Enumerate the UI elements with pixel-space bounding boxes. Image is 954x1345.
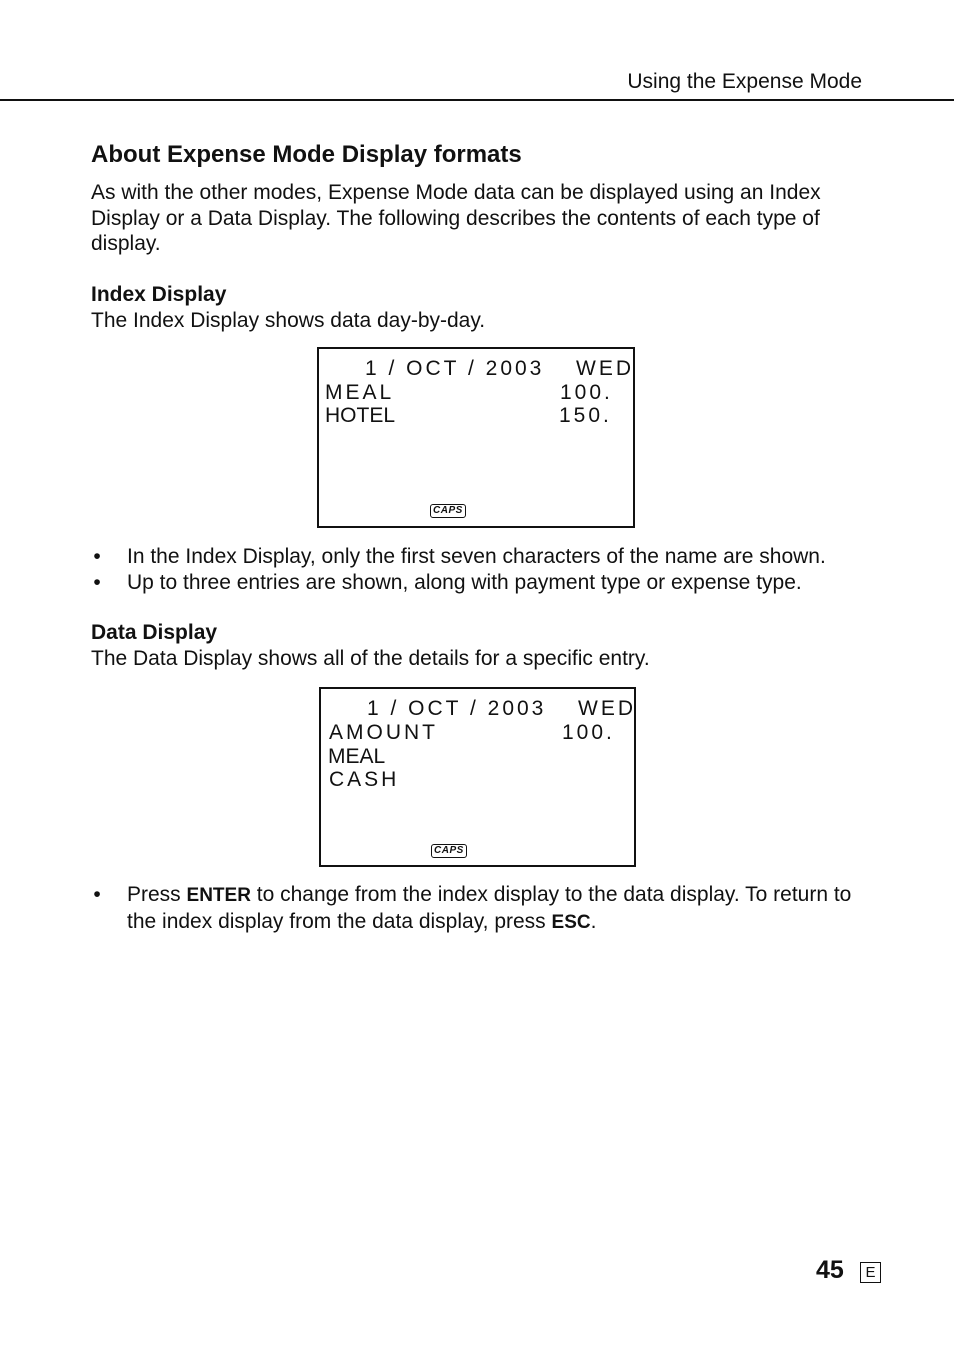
data-display-screen	[319, 687, 636, 867]
data-display-notes	[91, 882, 871, 935]
running-header: Using the Expense Mode	[627, 70, 862, 93]
lcd-entry-name: MEAL	[325, 381, 395, 404]
lcd-entry-amount: 100.	[560, 381, 613, 404]
index-display-heading: Index Display	[91, 283, 227, 306]
lcd-payment-type: CASH	[329, 768, 400, 791]
esc-key-label: ESC	[551, 911, 591, 933]
lcd-amount-label: AMOUNT	[329, 721, 438, 744]
caps-indicator: CAPS	[430, 504, 466, 518]
lcd-expense-type: MEAL	[328, 745, 386, 768]
language-indicator: E	[860, 1262, 881, 1283]
note-text-mid: to change from the index display to the data display. To return to the index display from the data display, press	[127, 883, 852, 933]
enter-key-label: ENTER	[186, 885, 251, 906]
list-item-text: Up to three entries are shown, along with payment type or expense type.	[127, 570, 802, 594]
bullet-icon: •	[93, 545, 101, 568]
list-item	[91, 882, 871, 935]
index-display-description: The Index Display shows data day-by-day.	[91, 309, 486, 332]
list-item	[91, 570, 871, 596]
note-text-pre: Press	[127, 883, 181, 906]
index-display-notes	[91, 544, 871, 595]
bullet-icon: •	[93, 570, 101, 594]
lcd-day: WED	[578, 697, 636, 720]
bullet-icon: •	[93, 883, 101, 906]
data-display-heading: Data Display	[91, 621, 218, 644]
note-text-post: .	[590, 909, 597, 933]
lcd-entry-amount: 150.	[559, 404, 612, 427]
list-item-text: In the Index Display, only the first seven characters of the name are shown.	[127, 545, 826, 568]
section-title: About Expense Mode Display formats	[91, 141, 522, 168]
data-display-description: The Data Display shows all of the details for a specific entry.	[91, 647, 650, 670]
page-number: 45	[816, 1256, 844, 1284]
lcd-date: 1 / OCT / 2003	[367, 697, 547, 720]
lcd-date: 1 / OCT / 2003	[365, 357, 545, 380]
index-display-screen	[317, 347, 635, 528]
lcd-day: WED	[576, 357, 634, 380]
section-intro: As with the other modes, Expense Mode data can be displayed using an Index Display or a Data Display. The following describes the contents of each type of display.	[91, 181, 821, 255]
lcd-amount-value: 100.	[562, 721, 615, 744]
header-rule	[0, 99, 954, 101]
lcd-entry-name: HOTEL	[325, 404, 396, 427]
caps-indicator: CAPS	[431, 844, 467, 858]
list-item	[91, 544, 871, 570]
